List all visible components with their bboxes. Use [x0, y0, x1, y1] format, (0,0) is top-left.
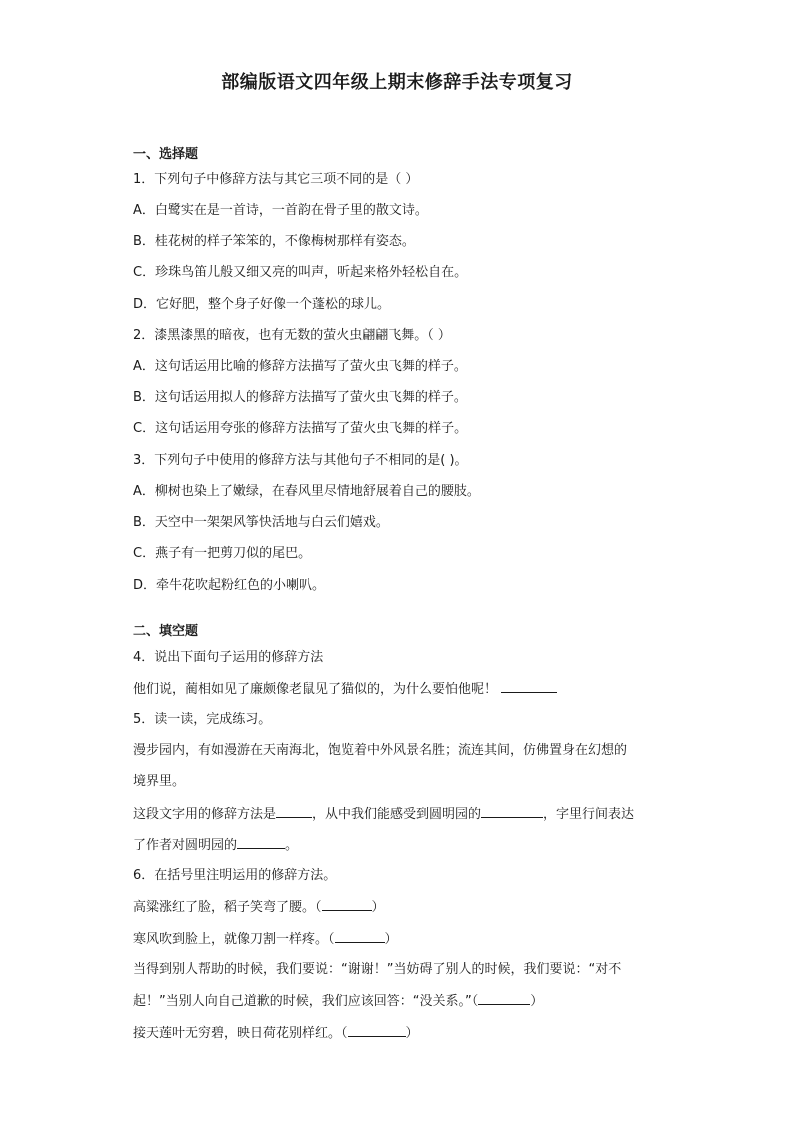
question-6-sentence-3-line-2 — [133, 992, 543, 1011]
question-5-passage-line-2: 境界里。 — [133, 774, 186, 789]
question-3-stem: 3．下列句子中使用的修辞方法与其他句子不相同的是( )。 — [133, 453, 468, 468]
question-5-fill-text-4: 了作者对圆明园的 — [133, 838, 238, 853]
close-paren: ） — [384, 932, 398, 947]
question-6-sentence-2: 寒风吹到脸上，就像刀割一样疼。（ — [133, 932, 335, 947]
question-4-stem: 4．说出下面句子运用的修辞方法 — [133, 650, 324, 665]
answer-blank[interactable] — [335, 930, 385, 943]
question-5-fill-text-3: ，字里行间表达 — [543, 807, 635, 822]
question-6-sentence-4-line — [133, 1024, 419, 1043]
question-2-option-c: C．这句话运用夸张的修辞方法描写了萤火虫飞舞的样子。 — [133, 421, 468, 436]
answer-blank[interactable] — [478, 992, 530, 1005]
question-6-sentence-3-line-1: 当得到别人帮助的时候，我们要说：“谢谢！”当妨碍了别人的时候，我们要说：“对不 — [133, 962, 622, 977]
section-heading-multiple-choice: 一、选择题 — [133, 147, 199, 162]
question-3-option-c: C．燕子有一把剪刀似的尾巴。 — [133, 546, 312, 561]
question-2-stem: 2．漆黑漆黑的暗夜，也有无数的萤火虫翩翩飞舞。（ ） — [133, 328, 451, 343]
question-5-stem: 5．读一读，完成练习。 — [133, 712, 272, 727]
question-4-sentence-line — [133, 680, 557, 699]
question-4-sentence: 他们说，蔺相如见了廉颇像老鼠见了猫似的，为什么要怕他呢！ — [133, 682, 498, 697]
question-6-sentence-2-line — [133, 930, 398, 949]
question-5-fill-text-1: 这段文字用的修辞方法是 — [133, 807, 277, 822]
section-heading-fill-in: 二、填空题 — [133, 624, 199, 639]
question-1-option-b: B．桂花树的样子笨笨的，不像梅树那样有姿态。 — [133, 234, 415, 249]
answer-blank[interactable] — [322, 898, 372, 911]
question-5-fill-text-2: ，从中我们能感受到圆明园的 — [312, 807, 482, 822]
question-6-sentence-1-line — [133, 898, 385, 917]
question-3-option-b: B．天空中一架架风筝快活地与白云们嬉戏。 — [133, 515, 389, 530]
question-2-option-a: A．这句话运用比喻的修辞方法描写了萤火虫飞舞的样子。 — [133, 359, 467, 374]
close-paren: ） — [371, 900, 385, 915]
close-paren: ） — [405, 1026, 419, 1041]
question-3-option-d: D．牵牛花吹起粉红色的小喇叭。 — [133, 578, 326, 593]
answer-blank[interactable] — [481, 805, 543, 818]
question-5-fill-line-1 — [133, 805, 634, 824]
question-1-option-c: C．珍珠鸟笛儿般又细又亮的叫声，听起来格外轻松自在。 — [133, 265, 468, 280]
question-1-stem: 1．下列句子中修辞方法与其它三项不同的是（ ） — [133, 172, 419, 187]
question-3-option-a: A．柳树也染上了嫩绿，在春风里尽情地舒展着自己的腰肢。 — [133, 484, 480, 499]
document-title: 部编版语文四年级上期末修辞手法专项复习 — [221, 72, 573, 93]
question-6-stem: 6．在括号里注明运用的修辞方法。 — [133, 868, 337, 883]
question-1-option-a: A．白鹭实在是一首诗，一首韵在骨子里的散文诗。 — [133, 203, 428, 218]
question-1-option-d: D．它好肥，整个身子好像一个蓬松的球儿。 — [133, 297, 391, 312]
answer-blank[interactable] — [237, 836, 285, 849]
question-6-sentence-4: 接天莲叶无穷碧，映日荷花别样红。（ — [133, 1026, 348, 1041]
question-5-fill-line-2 — [133, 836, 298, 855]
question-2-option-b: B．这句话运用拟人的修辞方法描写了萤火虫飞舞的样子。 — [133, 390, 467, 405]
answer-blank[interactable] — [348, 1024, 406, 1037]
question-5-fill-text-5: 。 — [285, 838, 299, 853]
answer-blank[interactable] — [501, 680, 557, 693]
question-6-sentence-1: 高粱涨红了脸，稻子笑弯了腰。（ — [133, 900, 322, 915]
question-6-sentence-3: 起！”当别人向自己道歉的时候，我们应该回答：“没关系。”（ — [133, 994, 479, 1009]
question-5-passage-line-1: 漫步园内，有如漫游在天南海北，饱览着中外风景名胜；流连其间，仿佛置身在幻想的 — [133, 743, 628, 758]
answer-blank[interactable] — [276, 805, 312, 818]
close-paren: ） — [530, 994, 544, 1009]
